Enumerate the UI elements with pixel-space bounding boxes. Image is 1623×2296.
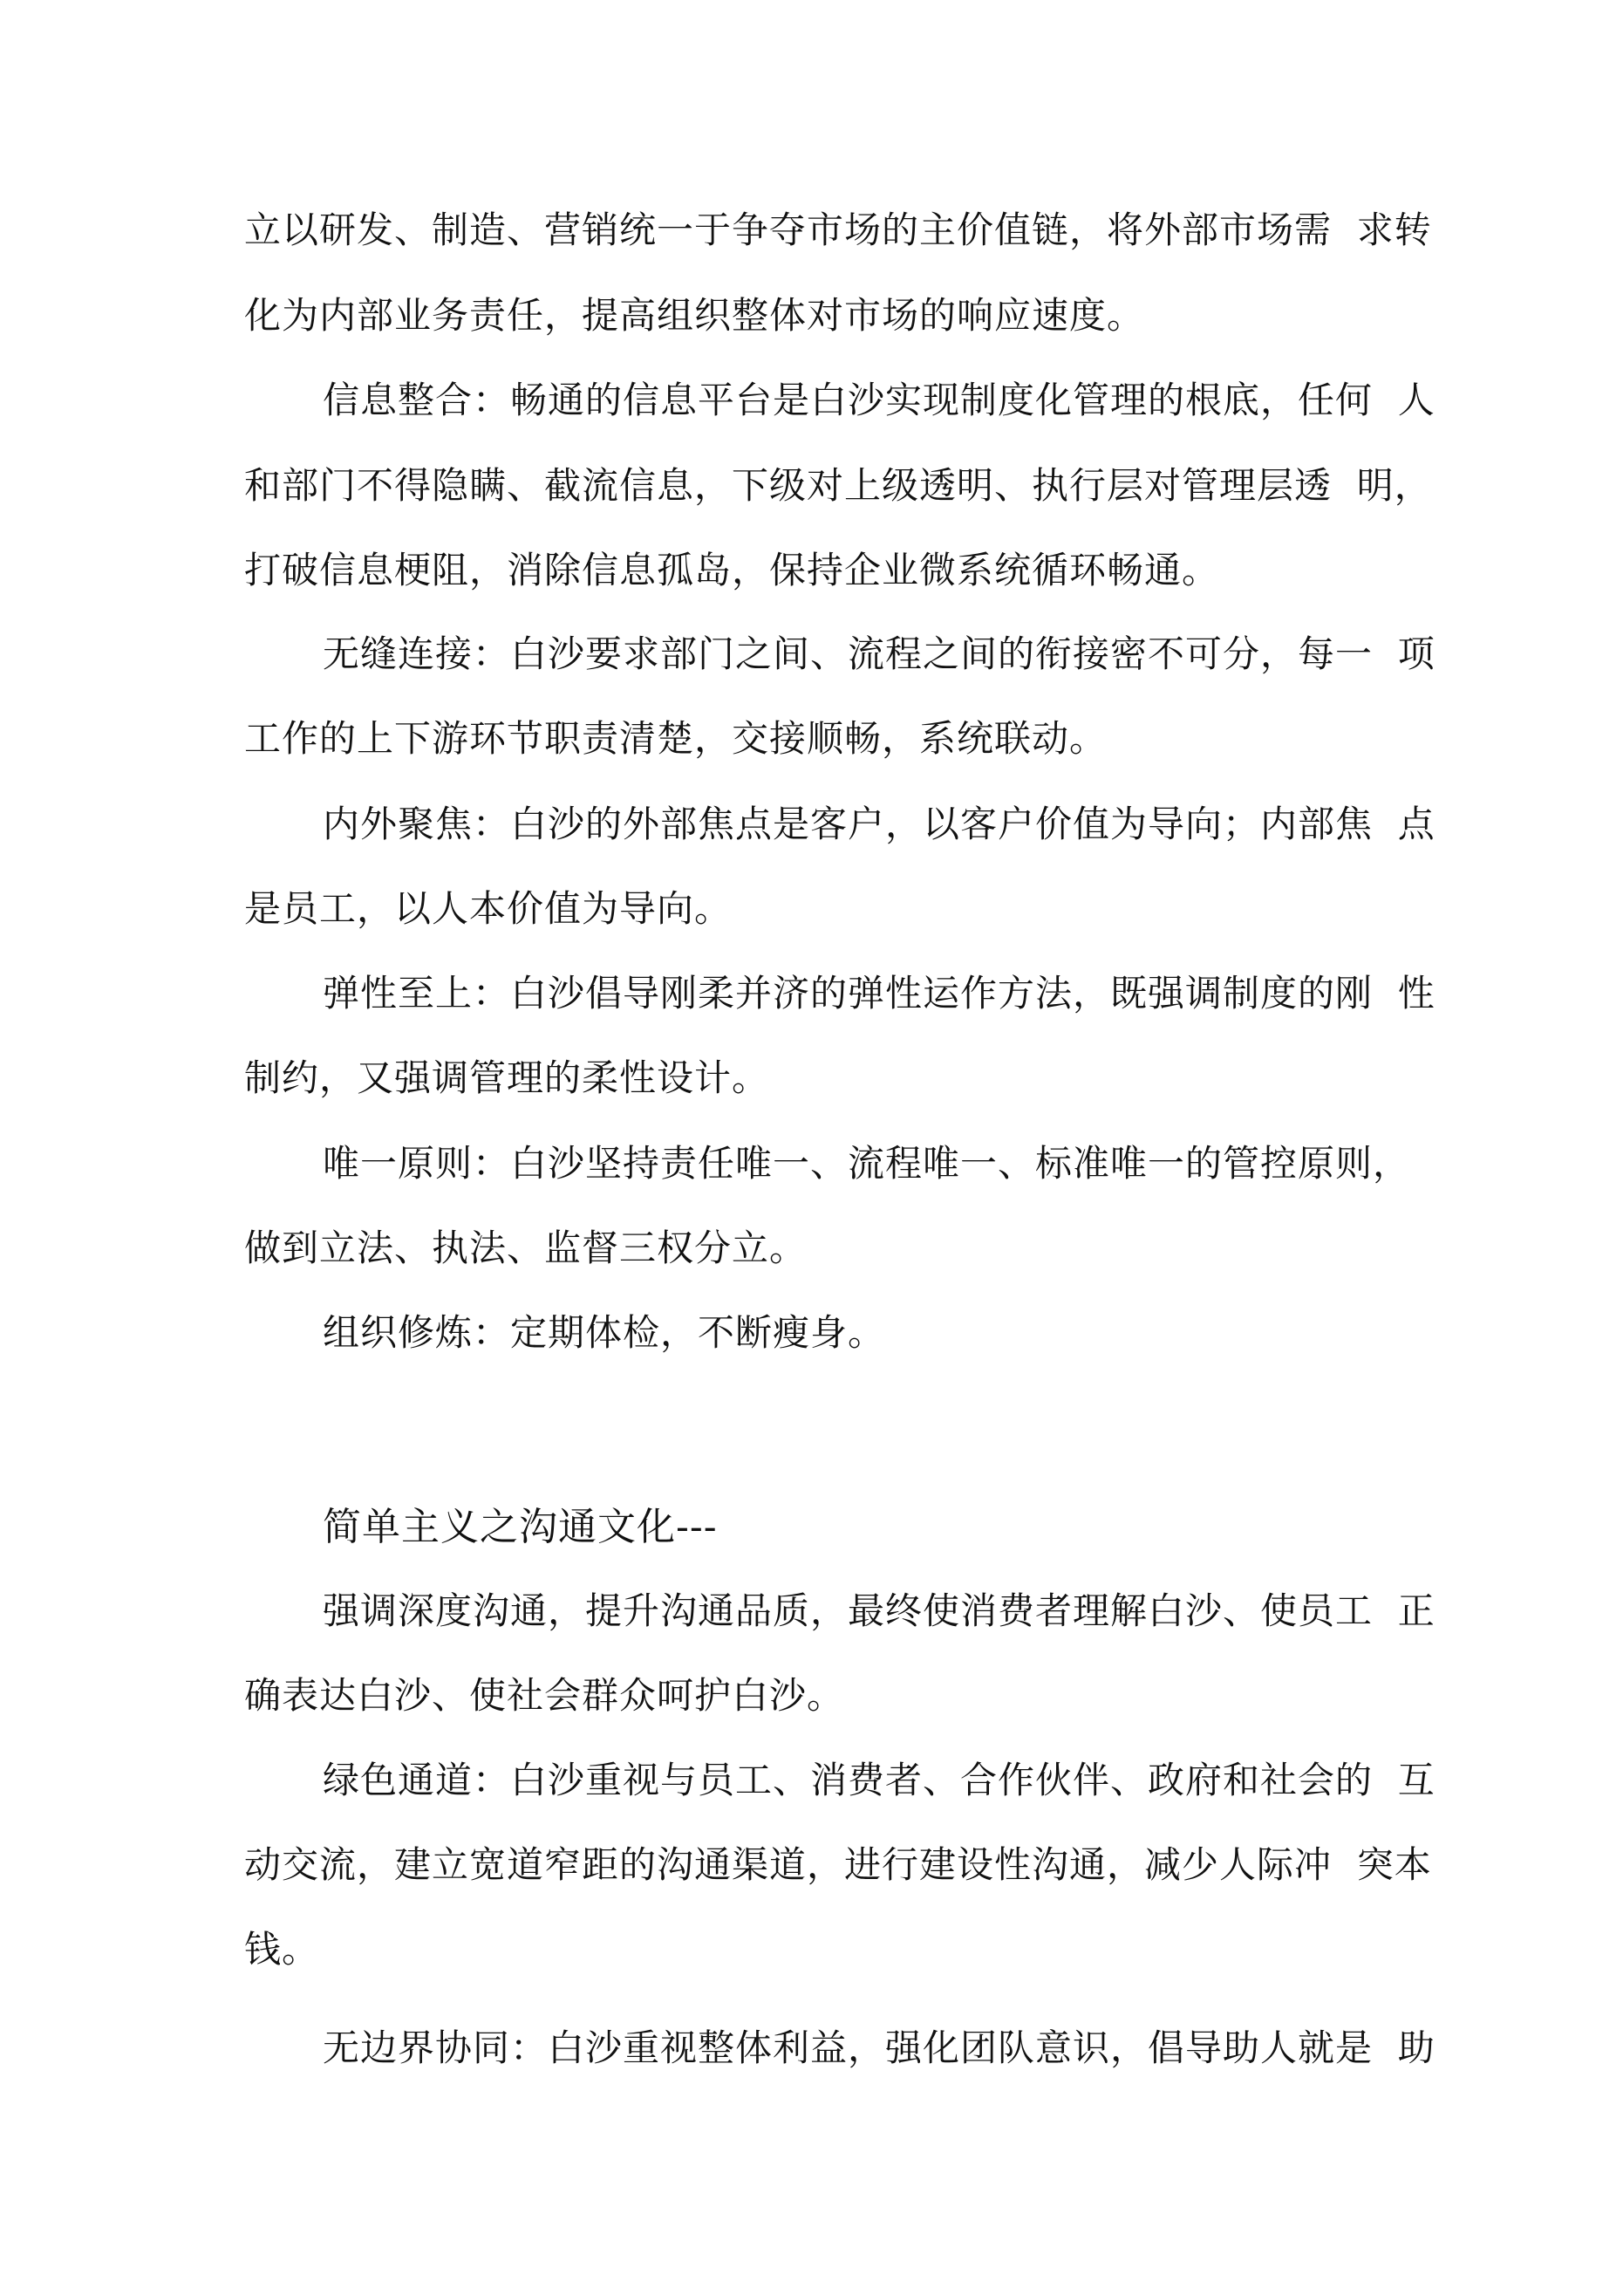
paragraph-6-line-2: 做到立法、执法、监督三权分立。: [244, 1227, 808, 1269]
section-heading: 简单主义之沟通文化---: [323, 1505, 718, 1549]
paragraph-6-line-1: 唯一原则：白沙坚持责任唯一、流程唯一、标准唯一的管控原则，: [323, 1142, 1411, 1185]
paragraph-2-line-3: 打破信息梗阻，消除信息孤岛，保持企业微系统循环畅通。: [244, 549, 1220, 591]
paragraph-4-line-2: 是员工，以人本价值为导向。: [244, 887, 733, 930]
paragraph-2-line-1: 信息整合：畅通的信息平台是白沙实现制度化管理的根底，任何 人: [323, 379, 1435, 421]
paragraph-3-line-2: 工作的上下游环节职责清楚，交接顺畅，系统联动。: [244, 717, 1108, 760]
paragraph-8-line-2: 确表达白沙、使社会群众呵护白沙。: [244, 1674, 845, 1717]
paragraph-10-line-1: 无边界协同：白沙重视整体利益，强化团队意识，倡导助人就是 助: [323, 2026, 1435, 2069]
paragraph-3-line-1: 无缝连接：白沙要求部门之间、流程之间的衔接密不可分，每一 项: [323, 632, 1435, 675]
paragraph-9-line-1: 绿色通道：白沙重视与员工、消费者、合作伙伴、政府和社会的 互: [323, 1759, 1435, 1801]
paragraph-5-line-1: 弹性至上：白沙倡导刚柔并济的弹性运作方法，既强调制度的刚 性: [323, 972, 1435, 1015]
paragraph-1-line-2: 化为内部业务责任，提高组织整体对市场的响应速度。: [244, 294, 1145, 337]
paragraph-7-line-1: 组织修炼：定期体检，不断瘦身。: [323, 1311, 886, 1354]
paragraph-4-line-1: 内外聚焦：白沙的外部焦点是客户，以客户价值为导向；内部焦 点: [323, 803, 1435, 845]
paragraph-9-line-3: 钱。: [244, 1928, 320, 1971]
paragraph-5-line-2: 制约，又强调管理的柔性设计。: [244, 1056, 770, 1099]
paragraph-1-line-1: 立以研发、制造、营销统一于争夺市场的主价值链，将外部市场需 求转: [244, 208, 1432, 251]
paragraph-9-line-2: 动交流，建立宽道窄距的沟通渠道，进行建设性沟通，减少人际冲 突本: [244, 1843, 1432, 1886]
paragraph-2-line-2: 和部门不得隐瞒、截流信息，下级对上级透明、执行层对管理层透 明，: [244, 464, 1432, 507]
paragraph-8-line-1: 强调深度沟通，提升沟通品质，最终使消费者理解白沙、使员工 正: [323, 1589, 1435, 1632]
